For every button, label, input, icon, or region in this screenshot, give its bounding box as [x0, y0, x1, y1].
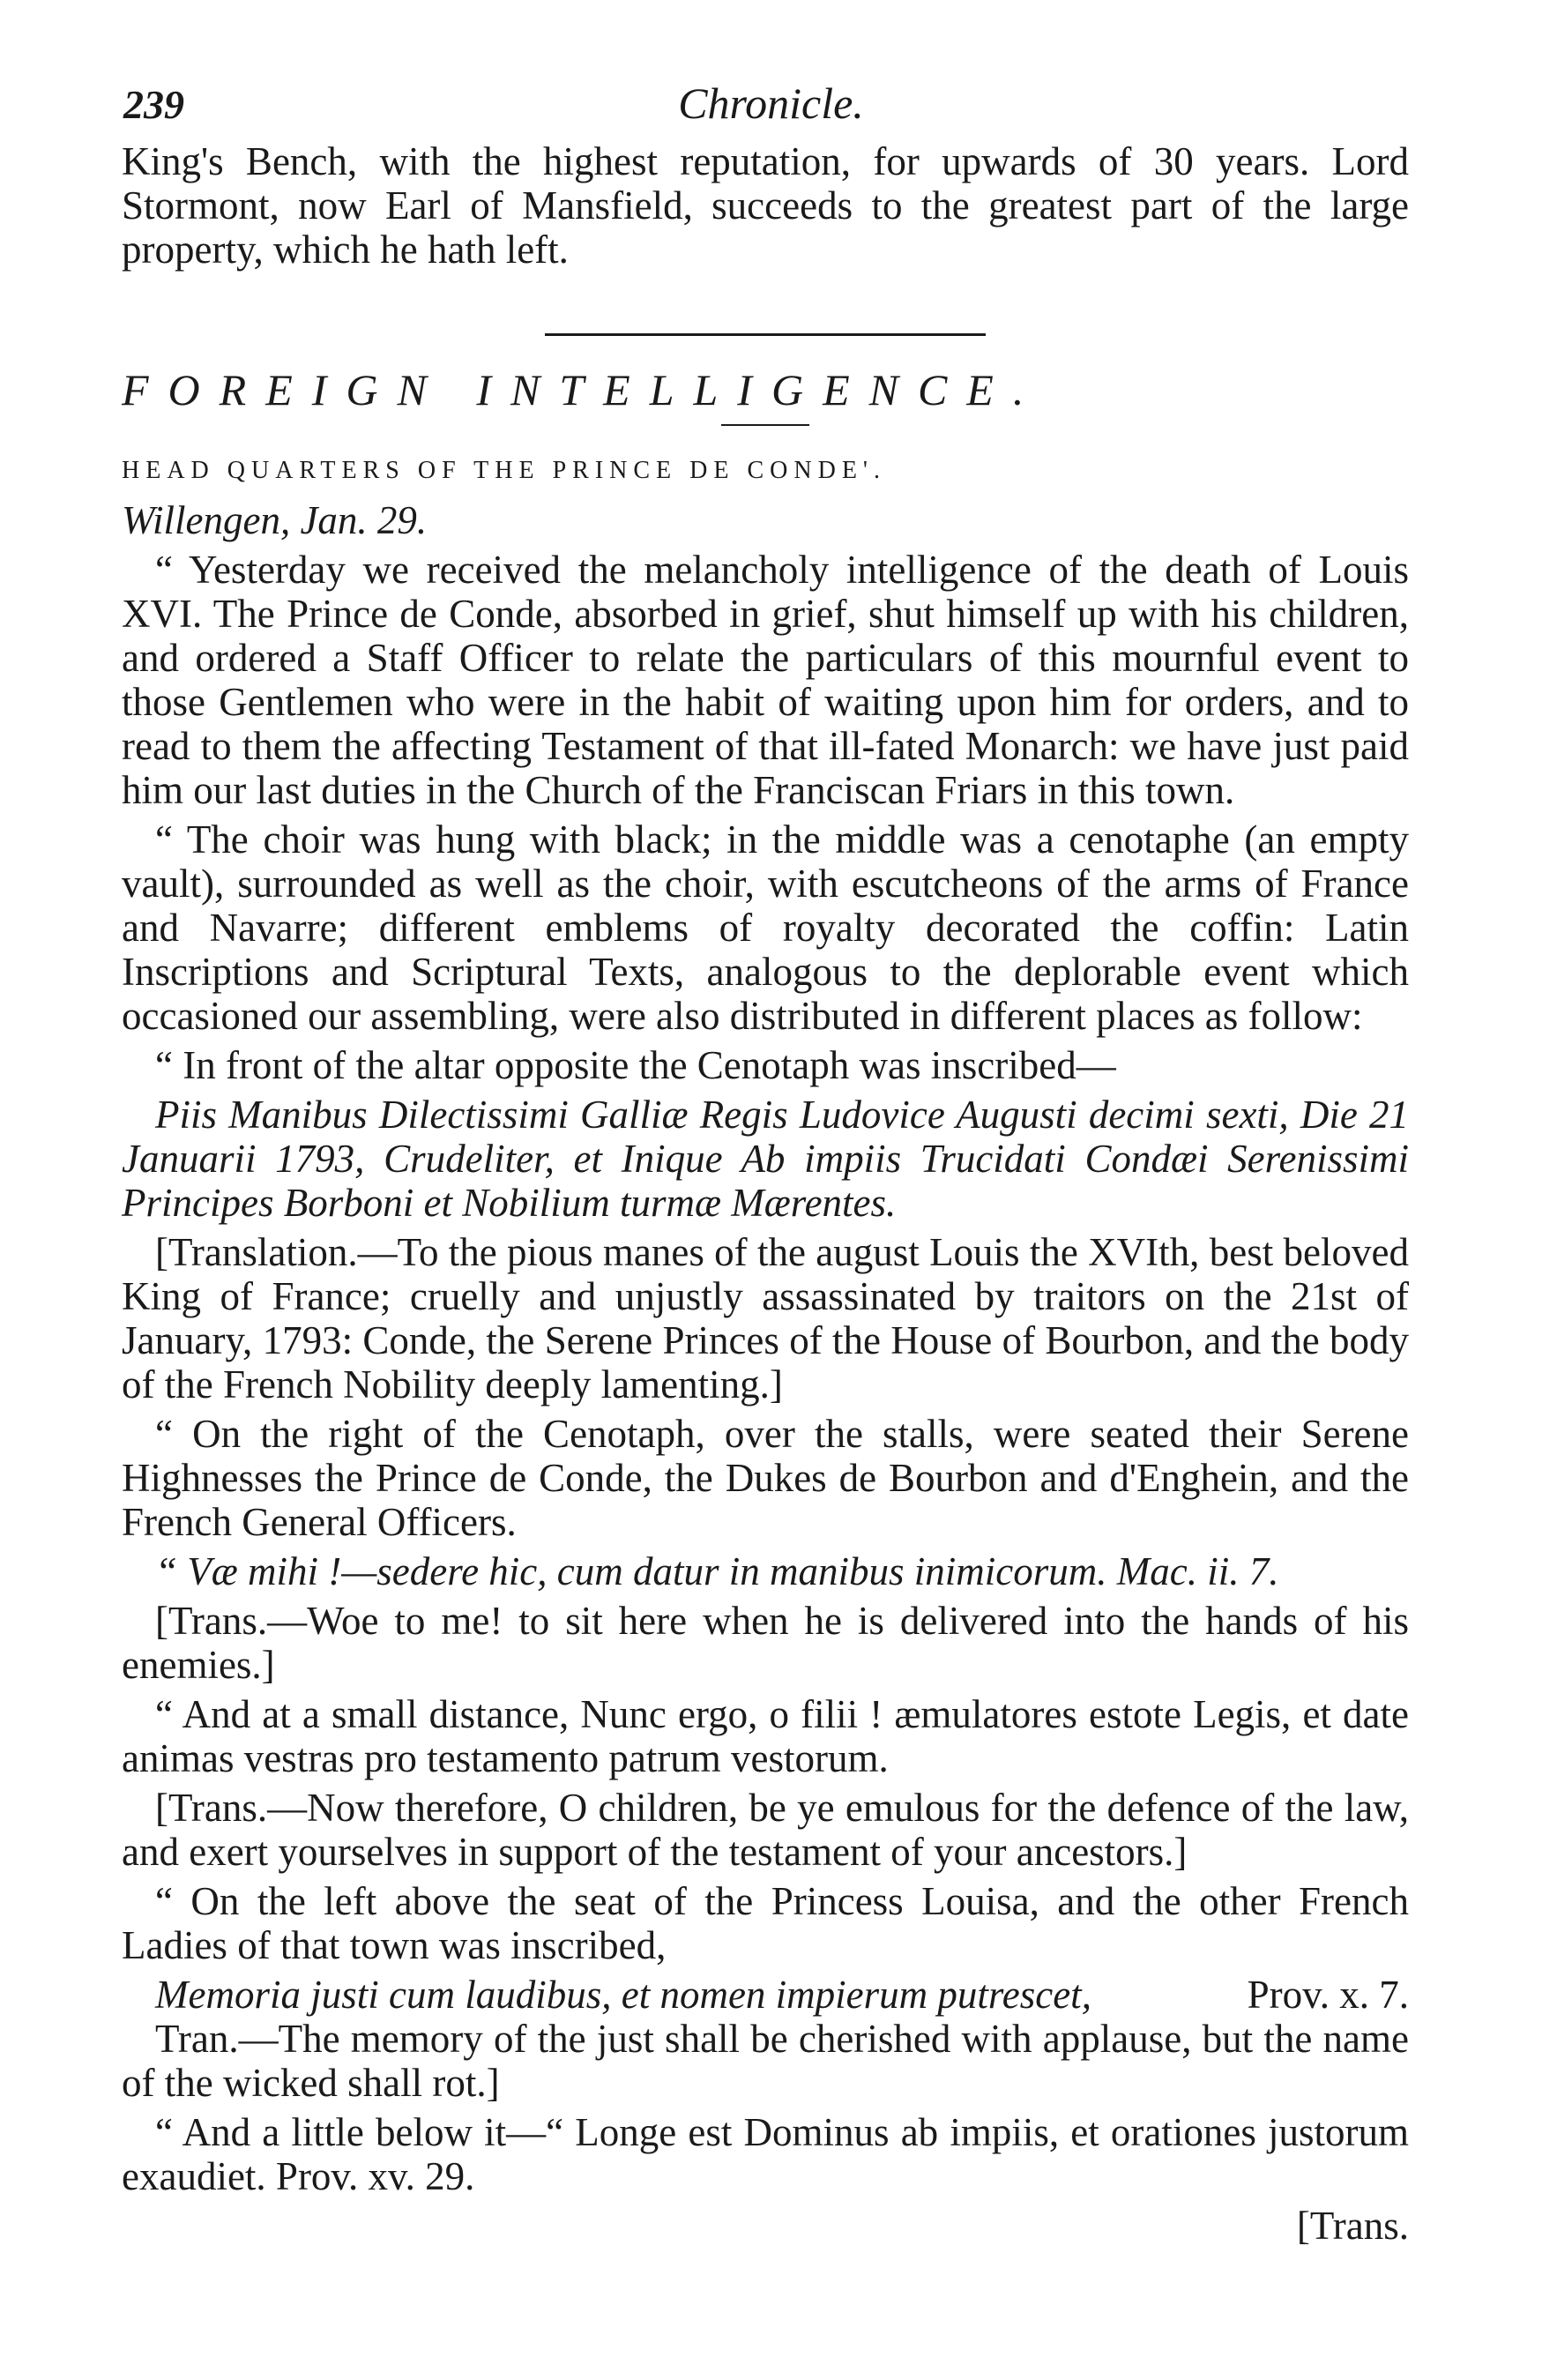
translation-memoria: Tran.—The memory of the just shall be cherished with applause, but the name of the wicked shall rot.] [122, 2017, 1409, 2105]
section-subtitle: HEAD QUARTERS OF THE PRINCE DE CONDE'. [122, 457, 886, 484]
memoria-text: Memoria justi cum laudibus, et nomen impierum putrescet, [155, 1973, 1091, 2017]
paragraph-death-news: “ Yesterday we received the melancholy intelligence of the death of Louis XVI. The Prince de Conde, absorbed in grief, shut himself up with his children, and ordered a Staff Officer to relate the particulars of this mournful event to those Gentlemen who were in the habit of waiting upon him for orders, and to read to them the affecting Testament of that ill-fated Monarch: we have just paid him our last duties in the Church of the Franciscan Friars in this town. [122, 548, 1409, 812]
paragraph-left-inscription: “ On the left above the seat of the Princess Louisa, and the other French Ladies of that town was inscribed, [122, 1879, 1409, 1967]
memoria-line [122, 1973, 1409, 2017]
paragraph-right-cenotaph: “ On the right of the Cenotaph, over the stalls, were seated their Serene Highnesses the Prince de Conde, the Dukes de Bourbon and d'Enghein, and the French General Officers. [122, 1412, 1409, 1544]
dateline: Willengen, Jan. 29. [122, 498, 428, 542]
intro-paragraph: King's Bench, with the highest reputation, for upwards of 30 years. Lord Stormont, now Earl of Mansfield, succeeds to the greatest part of the large property, which he hath left. [122, 139, 1409, 272]
translation-paragraph: [Translation.—To the pious manes of the august Louis the XVIth, best beloved King of France; cruelly and unjustly assassinated by traitors on the 21st of January, 1793: Conde, the Serene Princes of the House of Bourbon, and the body of the French Nobility deeply lamenting.] [122, 1230, 1409, 1406]
paragraph-choir: “ The choir was hung with black; in the middle was a cenotaphe (an empty vault), surrounded as well as the choir, with escutcheons of the arms of France and Navarre; different emblems of royalty decorated the coffin: Latin Inscriptions and Scriptural Texts, analogous to the deplorable event which occasioned our assembling, were also distributed in different places as follow: [122, 817, 1409, 1038]
translation-mac: [Trans.—Woe to me! to sit here when he is delivered into the hands of his enemies.] [122, 1599, 1409, 1687]
paragraph-below: “ And a little below it—“ Longe est Dominus ab impiis, et orationes justorum exaudiet. Prov. xv. 29. [122, 2110, 1409, 2198]
section-rule [721, 424, 809, 426]
running-title: Chronicle. [678, 78, 864, 128]
page-number: 239 [123, 82, 184, 127]
section-title: FOREIGN INTELLIGENCE. [122, 365, 1044, 414]
paragraph-altar: “ In front of the altar opposite the Cenotaph was inscribed— [155, 1043, 1116, 1087]
latin-inscription: Piis Manibus Dilectissimi Galliæ Regis Ludovice Augusti decimi sexti, Die 21 Januarii 1793, Crudeliter, et Inique Ab impiis Trucidati Condæi Serenissimi Principes Borboni et Nobilium turmæ Mærentes. [122, 1093, 1409, 1225]
page-body [122, 139, 1409, 2248]
paragraph-small-distance: “ And at a small distance, Nunc ergo, o filii ! æmulatores estote Legis, et date animas vestras pro testamento patrum vestorum. [122, 1692, 1409, 1780]
translation-law: [Trans.—Now therefore, O children, be ye emulous for the defence of the law, and exert yourselves in support of the testament of your ancestors.] [122, 1786, 1409, 1874]
latin-quote-mac: “ Væ mihi !—sedere hic, cum datur in manibus inimicorum. Mac. ii. 7. [155, 1549, 1279, 1593]
section-divider [545, 333, 986, 336]
memoria-reference: Prov. x. 7. [1247, 1973, 1409, 2017]
catchword: [Trans. [1296, 2204, 1409, 2248]
